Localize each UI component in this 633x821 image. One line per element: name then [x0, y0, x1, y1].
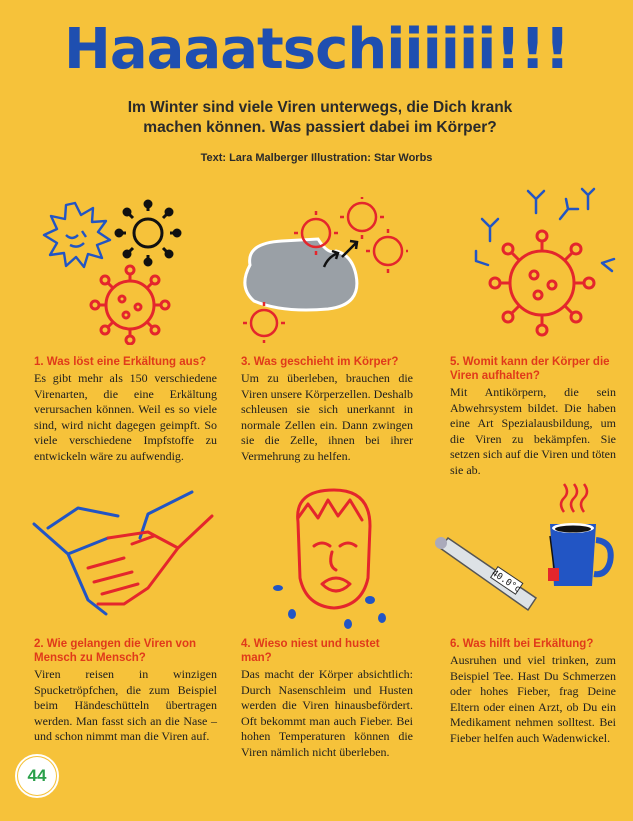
section-6 [450, 637, 616, 746]
sneezing-face-illustration [258, 482, 408, 632]
section-2-body: Viren reisen in winzigen Spucketröpfchen, die zum Beispiel beim Händeschütteln übertragen werden. Man fasst sich an die Nase – und schon nimmt man die Viren auf. [34, 667, 217, 743]
face-icon [298, 490, 370, 608]
page-title: Haaaatschiiiiii!!! [64, 17, 569, 82]
black-virus-icon [116, 201, 180, 265]
thermometer-icon [435, 537, 536, 610]
handshake-illustration [28, 488, 218, 628]
section-5-body: Mit Antikörpern, die sein Abwehrsystem bildet. Die haben eine Art Spezialausbildung, um die Viren zu bekämpfen. Sie setzen sich auf die Viren und töten sie ab. [450, 385, 616, 477]
red-coronavirus-icon [91, 266, 169, 344]
section-2 [34, 637, 217, 745]
section-1 [34, 355, 217, 464]
credits-line: Text: Lara Malberger Illustration: Star Worbs [200, 152, 433, 164]
section-4 [241, 637, 413, 760]
steam-icon [561, 484, 587, 512]
remedy-illustration [432, 482, 622, 622]
body-cell-icon [245, 239, 357, 310]
section-6-heading: 6. Was hilft bei Erkältung? [450, 638, 594, 650]
antibody-icons [476, 189, 614, 271]
page-number: 44 [18, 757, 56, 795]
section-3 [241, 355, 413, 464]
page-subtitle: Im Winter sind viele Viren unterwegs, die Dich krank machen können. Was passiert dabei im Körper? [127, 99, 513, 136]
antibody-illustration [462, 185, 622, 345]
tea-mug-icon [548, 484, 611, 586]
section-4-body: Das macht der Körper absichtlich: Durch Nasenschleim und Husten werden die Viren hinausbefördert. Oft bekommt man auch Fieber. Bei hohen Temperaturen können die Viren nämlich nicht überleben. [241, 667, 413, 759]
large-virus-icon [490, 231, 594, 335]
section-5-heading: 5. Womit kann der Körper die Viren aufhalten? [450, 356, 610, 382]
blue-spiky-virus-icon [44, 203, 110, 267]
section-6-body: Ausruhen und viel trinken, zum Beispiel Tee. Hast Du Schmerzen oder hohes Fieber, frag Deine Eltern oder einen Arzt, ob Du ein Medikament nehmen solltest. Bei Fieber helfen auch Wadenwickel. [450, 653, 616, 745]
section-3-body: Um zu überleben, brauchen die Viren unsere Körperzellen. Deshalb schleusen sie sich unerkannt in normale Zellen ein. Dann zwingen sie die Zelle, ihnen bei ihrer Vermehrung zu helfen. [241, 371, 413, 463]
thermometer-reading: 40.0°c [489, 568, 523, 595]
section-1-heading: 1. Was löst eine Erkältung aus? [34, 356, 207, 368]
section-4-heading: 4. Wieso niest und hustet man? [241, 638, 380, 664]
section-2-heading: 2. Wie gelangen die Viren von Mensch zu Mensch? [34, 638, 197, 664]
blue-hand-icon [34, 492, 192, 614]
section-3-heading: 3. Was geschieht im Körper? [241, 356, 399, 368]
red-hand-icon [88, 516, 212, 604]
cell-infection-illustration [232, 195, 412, 345]
section-5 [450, 355, 616, 478]
section-1-body: Es gibt mehr als 150 verschiedene Virenarten, die eine Erkältung verursachen können. Weil es so viele sind, wird nicht dagegen geimpft. So viele verschiedene Impfstoffe zu entwickeln wäre zu aufwendig. [34, 371, 217, 463]
virus-types-illustration [38, 195, 188, 345]
